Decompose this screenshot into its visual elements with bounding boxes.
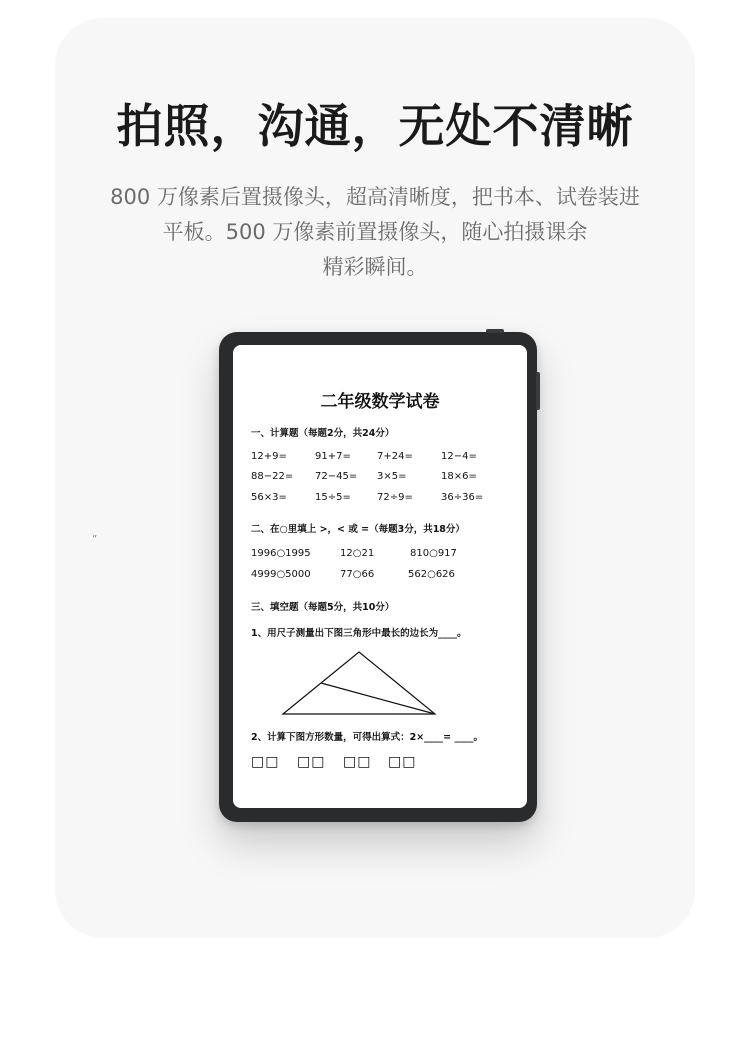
calc-item: 15÷5=: [315, 492, 351, 503]
square-group: □□: [251, 754, 280, 770]
compare-item: 77○66: [340, 569, 375, 580]
description-line-3: 精彩瞬间。: [322, 255, 428, 279]
description-line-1: 800 万像素后置摄像头，超高清晰度，把书本、试卷装进: [110, 185, 640, 209]
compare-item: 4999○5000: [251, 569, 311, 580]
calc-item: 36÷36=: [441, 492, 484, 503]
exam-section-1: 一、计算题（每题2分，共24分）: [251, 428, 395, 439]
tablet-screen: [233, 345, 527, 808]
calc-item: 3×5=: [377, 471, 407, 482]
square-group: □□: [388, 754, 417, 770]
calc-item: 12−4=: [441, 451, 477, 462]
calc-item: 7+24=: [377, 451, 413, 462]
triangle-figure: [279, 648, 439, 716]
description-line-2: 平板。500 万像素前置摄像头，随心拍摄课余: [162, 220, 588, 244]
square-group: □□: [343, 754, 372, 770]
calc-item: 88−22=: [251, 471, 294, 482]
calc-item: 56×3=: [251, 492, 287, 503]
calc-item: 72÷9=: [377, 492, 413, 503]
exam-section-3: 三、填空题（每题5分，共10分）: [251, 602, 395, 613]
feature-description: [95, 180, 655, 285]
compare-item: 562○626: [408, 569, 455, 580]
calc-item: 12+9=: [251, 451, 287, 462]
exam-title: 二年级数学试卷: [320, 392, 440, 412]
compare-item: 810○917: [410, 548, 457, 559]
feature-headline: 拍照，沟通，无处不清晰: [116, 99, 634, 153]
tablet-volume-button: [536, 372, 540, 410]
calc-item: 91+7=: [315, 451, 351, 462]
exam-section-2: 二、在○里填上 >，< 或 =（每题3分，共18分）: [251, 524, 465, 535]
square-group: □□: [297, 754, 326, 770]
compare-item: 1996○1995: [251, 548, 311, 559]
calc-item: 18×6=: [441, 471, 477, 482]
compare-item: 12○21: [340, 548, 375, 559]
exam-question-2: 2、计算下图方形数量，可得出算式：2×____= ____。: [251, 732, 483, 743]
tablet-power-button: [486, 329, 504, 333]
calc-item: 72−45=: [315, 471, 358, 482]
stray-mark: ”: [92, 534, 98, 545]
exam-question-1: 1、用尺子测量出下图三角形中最长的边长为____。: [251, 628, 467, 639]
